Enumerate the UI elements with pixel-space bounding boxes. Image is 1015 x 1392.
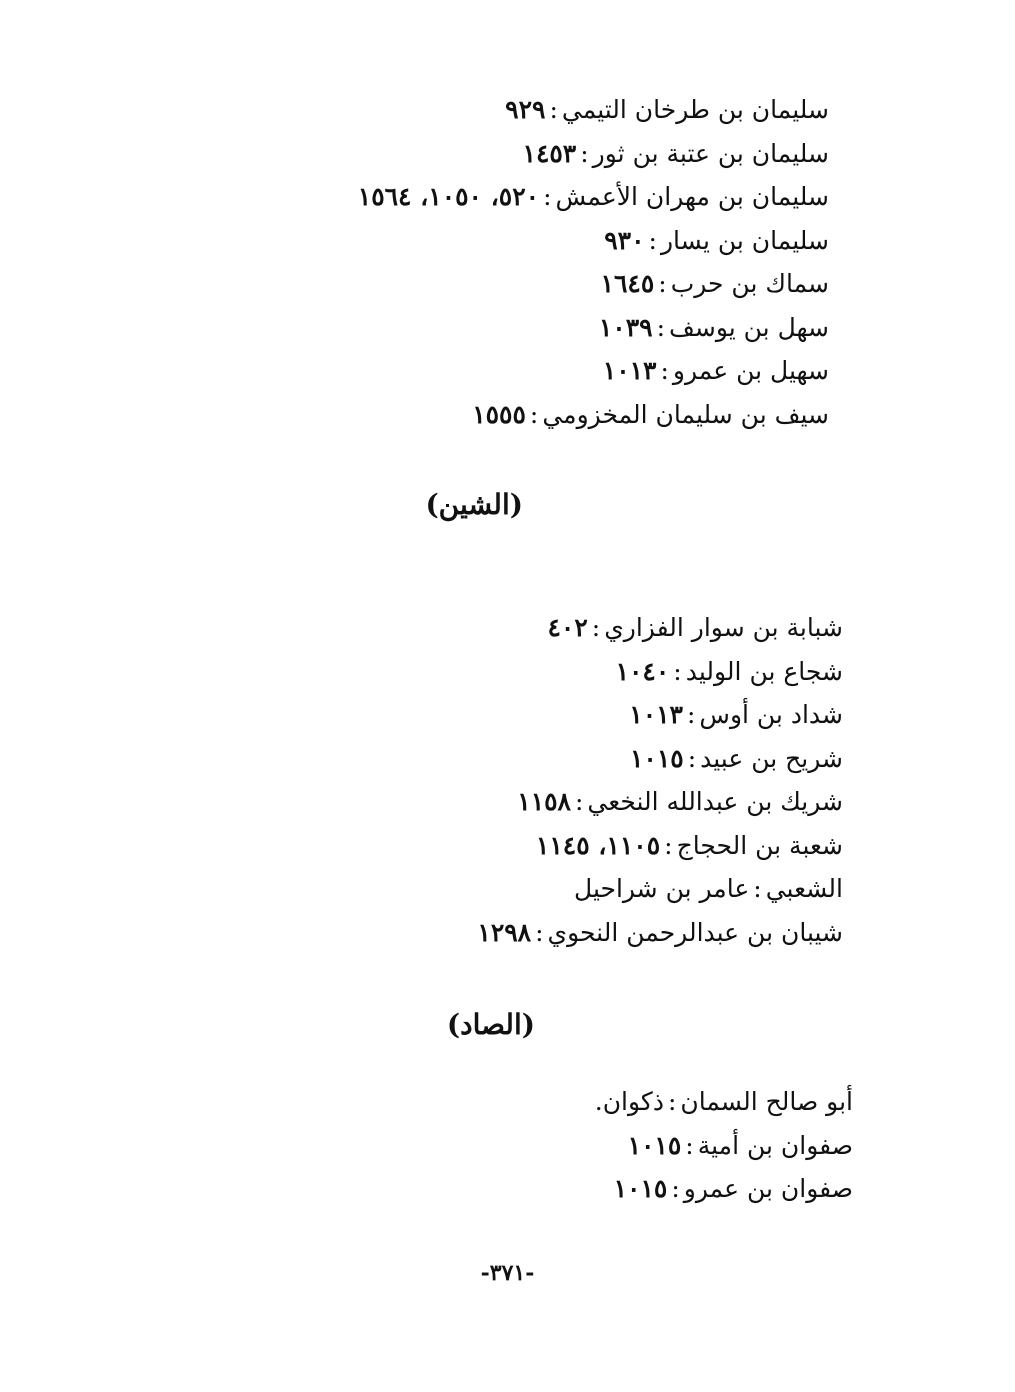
index-block-sin <box>358 88 829 436</box>
entry-name: سهل بن يوسف <box>669 312 829 342</box>
section-heading-sad: (الصاد) <box>446 1008 535 1041</box>
entry-separator: : <box>580 138 589 168</box>
entry-refs: ٩٢٩ <box>505 95 546 124</box>
entry-refs: ١٠٤٠ <box>615 656 670 686</box>
entry-refs: ٥٢٠، ١٠٥٠، ١٥٦٤ <box>357 182 540 211</box>
entry-refs: ١٠٣٩ <box>598 312 653 342</box>
index-entry <box>358 175 829 219</box>
index-entry <box>358 132 829 176</box>
entry-separator: : <box>574 787 584 816</box>
index-entry <box>477 606 843 650</box>
index-entry <box>358 306 829 350</box>
entry-refs: ٤٠٢ <box>547 613 588 642</box>
index-entry <box>477 824 843 868</box>
entry-separator: : <box>549 95 558 124</box>
index-block-sad <box>595 1080 853 1211</box>
entry-separator: : <box>543 182 552 211</box>
index-entry <box>477 911 843 955</box>
index-entry <box>477 693 843 737</box>
index-entry <box>595 1124 853 1168</box>
entry-name: شريح بن عبيد <box>700 743 843 773</box>
index-entry <box>477 867 843 911</box>
entry-separator: : <box>529 399 539 429</box>
entry-name: أبو صالح السمان <box>680 1087 853 1116</box>
entry-separator: : <box>648 225 657 255</box>
entry-separator: : <box>673 656 682 686</box>
entry-name: سهيل بن عمرو <box>672 356 829 385</box>
entry-name: شعبة بن الحجاج <box>676 830 843 860</box>
entry-name: شجاع بن الوليد <box>685 656 843 686</box>
index-entry <box>358 393 829 437</box>
entry-name: سليمان بن مهران الأعمش <box>555 182 829 211</box>
entry-name: الشعبي <box>765 874 843 903</box>
entry-refs: ١٢٩٨ <box>477 917 532 947</box>
entry-name: صفوان بن أمية <box>697 1130 853 1160</box>
entry-separator: : <box>660 356 669 385</box>
entry-refs: ٩٣٠ <box>604 225 645 255</box>
entry-name: شبابة بن سوار الفزاري <box>604 613 843 642</box>
entry-name: سليمان بن يسار <box>660 225 829 255</box>
entry-separator: : <box>687 743 697 773</box>
entry-refs: ١٥٥٥ <box>472 399 526 429</box>
index-entry <box>358 219 829 263</box>
entry-refs: ١٠١٥ <box>613 1174 668 1203</box>
entry-separator: : <box>664 830 673 860</box>
entry-refs: عامر بن شراحيل <box>574 874 750 903</box>
entry-name: شيبان بن عبدالرحمن النحوي <box>547 917 843 947</box>
entry-refs: ١٠١٣ <box>602 356 657 385</box>
entry-separator: : <box>535 917 544 947</box>
entry-name: سماك بن حرب <box>670 269 829 298</box>
index-entry <box>477 737 843 781</box>
index-entry <box>477 650 843 694</box>
index-entry <box>358 88 829 132</box>
entry-refs: ١٤٥٣ <box>522 138 577 168</box>
entry-name: سيف بن سليمان المخزومي <box>542 399 829 429</box>
entry-separator: : <box>667 1087 677 1116</box>
index-entry <box>358 349 829 393</box>
entry-separator: : <box>658 269 667 298</box>
index-block-shin <box>477 606 843 954</box>
index-entry <box>477 780 843 824</box>
entry-separator: : <box>671 1174 680 1203</box>
index-entry <box>595 1167 853 1211</box>
entry-name: شريك بن عبدالله النخعي <box>587 787 843 816</box>
entry-refs: ١٦٤٥ <box>600 269 655 298</box>
section-heading-shin: (الشين) <box>425 488 523 521</box>
entry-refs: ١٠١٣ <box>629 700 683 729</box>
entry-separator: : <box>686 700 696 729</box>
entry-name: سليمان بن طرخان التيمي <box>561 95 829 124</box>
entry-name: سليمان بن عتبة بن ثور <box>592 138 829 168</box>
index-entry <box>358 262 829 306</box>
entry-name: صفوان بن عمرو <box>683 1174 853 1203</box>
entry-separator: : <box>591 613 601 642</box>
entry-name: شداد بن أوس <box>699 700 843 729</box>
entry-separator: : <box>656 312 665 342</box>
page-number: -٣٧١- <box>480 1260 535 1286</box>
entry-refs: ذكوان. <box>594 1087 664 1116</box>
entry-refs: ١١٥٨ <box>517 787 571 816</box>
entry-separator: : <box>685 1130 694 1160</box>
entry-refs: ١١٠٥، ١١٤٥ <box>535 830 661 860</box>
entry-refs: ١٠١٥ <box>627 1130 682 1160</box>
index-entry <box>595 1080 853 1124</box>
entry-separator: : <box>753 874 762 903</box>
entry-refs: ١٠١٥ <box>629 743 684 773</box>
